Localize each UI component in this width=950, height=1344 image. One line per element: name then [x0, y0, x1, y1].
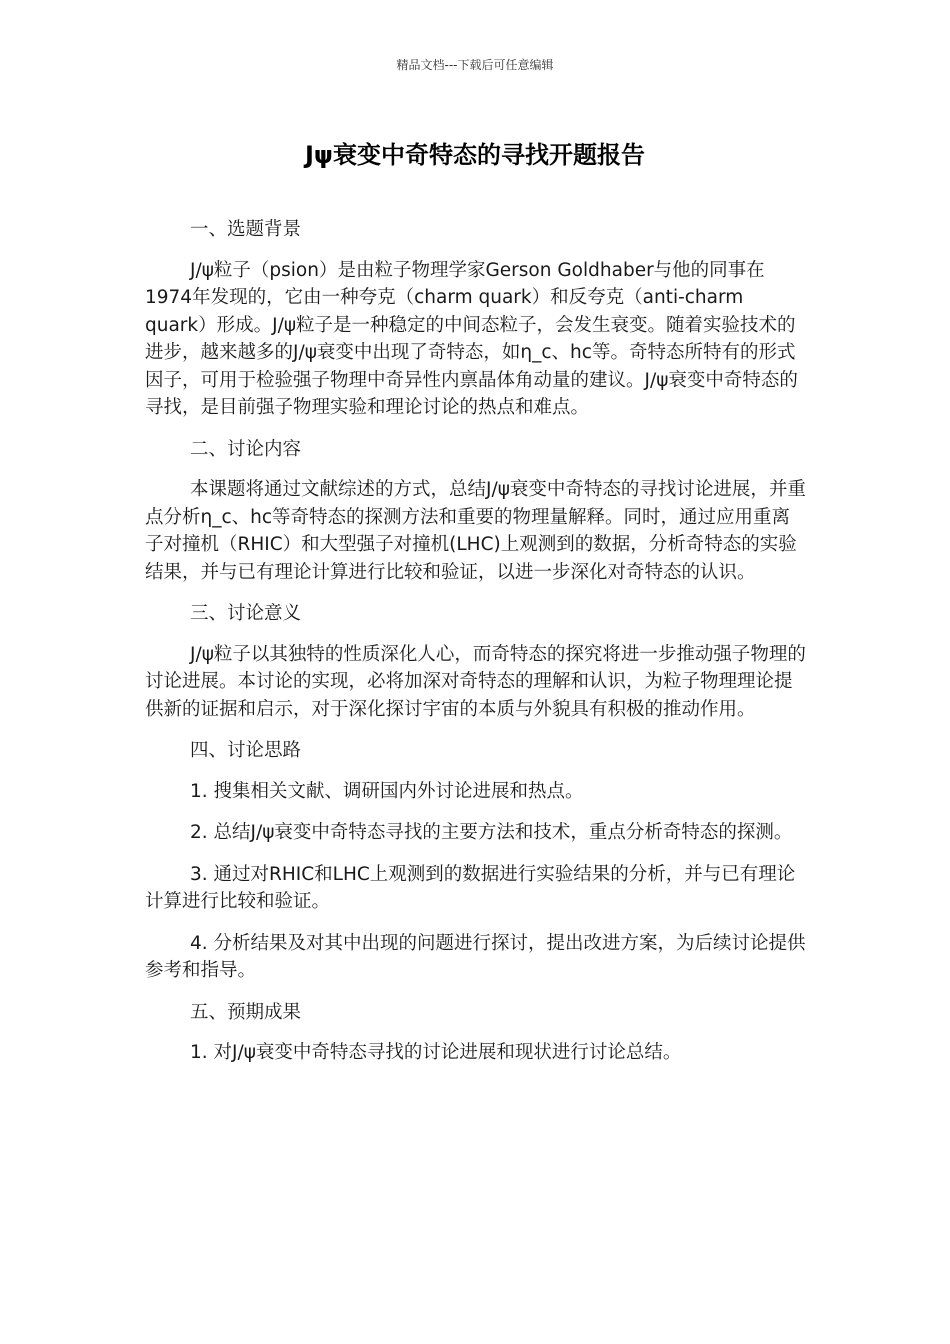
section-heading: 一、选题背景 [190, 219, 302, 240]
list-item: 1. 对J/ψ衰变中奇特态寻找的讨论进展和现状进行讨论总结。 [190, 1042, 682, 1063]
list-item: 4. 分析结果及对其中出现的问题进行探讨，提出改进方案，为后续讨论提供参考和指导。 [145, 932, 806, 981]
body-paragraph: 本课题将通过文献综述的方式，总结J/ψ衰变中奇特态的寻找讨论进展，并重点分析η_c、hc等奇特态的探测方法和重要的物理量解释。同时，通过应用重离子对撞机（RHIC）和大型强子对撞机(LHC)上观测到的数据，分析奇特态的实验结果，并与已有理论计算进行比较和验证，以进一步深化对奇特态的认识。 [145, 479, 806, 583]
document-body [145, 216, 807, 1081]
section-heading: 三、讨论意义 [190, 603, 302, 624]
section-heading: 四、讨论思路 [190, 740, 302, 761]
section-heading: 五、预期成果 [190, 1001, 302, 1023]
list-item: 1. 搜集相关文献、调研国内外讨论进展和热点。 [190, 780, 584, 802]
document-title: Jψ衰变中奇特态的寻找开题报告 [305, 141, 645, 169]
list-item: 3. 通过对RHIC和LHC上观测到的数据进行实验结果的分析，并与已有理论计算进行比较和验证。 [145, 863, 796, 912]
list-item: 2. 总结J/ψ衰变中奇特态寻找的主要方法和技术，重点分析奇特态的探测。 [190, 822, 793, 843]
section-heading: 二、讨论内容 [190, 438, 302, 460]
body-paragraph: J/ψ粒子以其独特的性质深化人心，而奇特态的探究将进一步推动强子物理的讨论进展。本讨论的实现，必将加深对奇特态的理解和认识，为粒子物理理论提供新的证据和启示，对于深化探讨宇宙的本质与外貌具有积极的推动作用。 [145, 643, 806, 720]
header-note: 精品文档---下载后可任意编辑 [396, 58, 554, 72]
body-paragraph: J/ψ粒子（psion）是由粒子物理学家Gerson Goldhaber与他的同事在1974年发现的，它由一种夸克（charm quark）和反夸克（anti-charm quark）形成。J/ψ粒子是一种稳定的中间态粒子，会发生衰变。随着实验技术的进步，越来越多的J/ψ衰变中出现了奇特态，如η_c、hc等。奇特态所特有的形式因子，可用于检验强子物理中奇异性内禀晶体角动量的建议。J/ψ衰变中奇特态的寻找，是目前强子物理实验和理论讨论的热点和难点。 [145, 259, 798, 418]
